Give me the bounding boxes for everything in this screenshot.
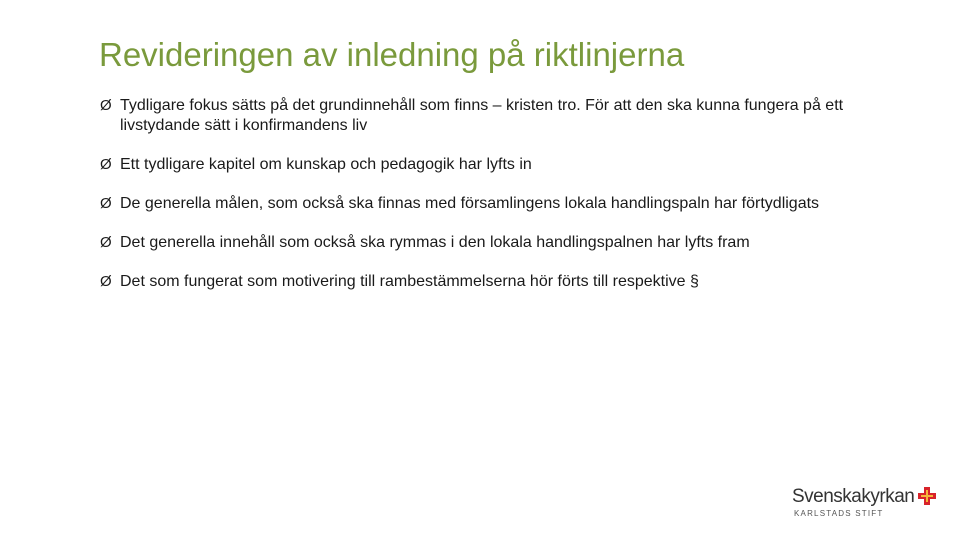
arrow-bullet-icon: Ø: [100, 97, 112, 114]
arrow-bullet-icon: Ø: [100, 156, 112, 173]
list-item: [100, 96, 900, 136]
bullet-text: Ett tydligare kapitel om kunskap och pedagogik har lyfts in: [120, 156, 532, 173]
slide-title: Revideringen av inledning på riktlinjerna: [99, 36, 685, 73]
bullet-text: De generella målen, som också ska finnas med församlingens lokala handlingspaln har förtydligats: [120, 195, 820, 212]
list-item: [100, 233, 900, 253]
list-item: [100, 155, 900, 175]
arrow-bullet-icon: Ø: [100, 195, 112, 212]
arrow-bullet-icon: Ø: [100, 234, 112, 251]
list-item: [100, 272, 900, 292]
svenska-kyrkan-logo: [792, 486, 942, 522]
bullet-text: Det generella innehåll som också ska rymmas i den lokala handlingspalnen har lyfts fram: [120, 234, 750, 251]
list-item: [100, 194, 900, 214]
cross-icon: [918, 487, 936, 505]
logo-subtitle: KARLSTADS STIFT: [794, 509, 884, 518]
bullet-text: Tydligare fokus sätts på det grundinnehåll som finns – kristen tro. För att den ska kunna fungera på ett livstydande sätt i konfirmandens liv: [120, 97, 844, 134]
bullet-list: [100, 96, 900, 292]
bullet-text: Det som fungerat som motivering till rambestämmelserna hör förts till respektive §: [120, 273, 699, 290]
logo-wordmark: Svenskakyrkan: [792, 486, 915, 507]
arrow-bullet-icon: Ø: [100, 273, 112, 290]
